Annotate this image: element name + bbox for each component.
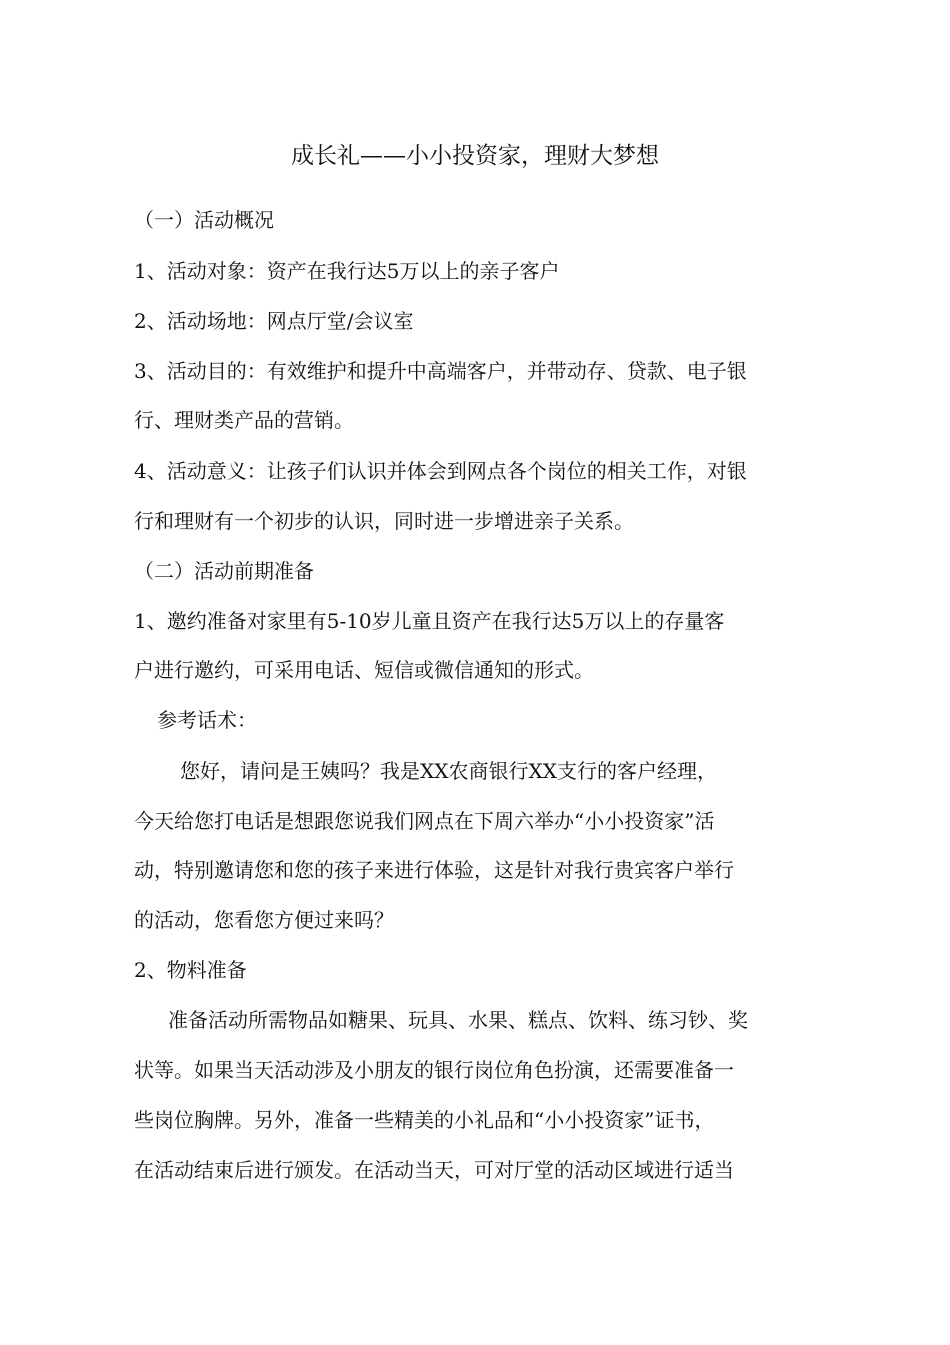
section-heading-preparation: （二）活动前期准备 bbox=[134, 559, 314, 583]
paragraph-line: 2、活动场地：网点厅堂/会议室 bbox=[134, 309, 414, 333]
paragraph-line: 行、理财类产品的营销。 bbox=[134, 408, 354, 432]
paragraph-line: 行和理财有一个初步的认识，同时进一步增进亲子关系。 bbox=[134, 509, 634, 533]
reference-script-label: 参考话术： bbox=[157, 708, 257, 732]
paragraph-line: 在活动结束后进行颁发。在活动当天，可对厅堂的活动区域进行适当 bbox=[134, 1158, 734, 1182]
paragraph-line: 准备活动所需物品如糖果、玩具、水果、糕点、饮料、练习钞、奖 bbox=[168, 1008, 748, 1032]
section-heading-overview: （一）活动概况 bbox=[134, 208, 274, 232]
paragraph-line: 状等。如果当天活动涉及小朋友的银行岗位角色扮演，还需要准备一 bbox=[134, 1058, 734, 1082]
paragraph-line: 3、活动目的：有效维护和提升中高端客户，并带动存、贷款、电子银 bbox=[134, 359, 747, 383]
paragraph-line: 您好，请问是王姨吗？我是XX农商银行XX支行的客户经理， bbox=[180, 759, 717, 783]
paragraph-line: 4、活动意义：让孩子们认识并体会到网点各个岗位的相关工作，对银 bbox=[134, 459, 747, 483]
section-heading-materials: 2、物料准备 bbox=[134, 958, 247, 982]
paragraph-line: 动，特别邀请您和您的孩子来进行体验，这是针对我行贵宾客户举行 bbox=[134, 858, 734, 882]
paragraph-line: 户进行邀约，可采用电话、短信或微信通知的形式。 bbox=[134, 658, 594, 682]
paragraph-line: 的活动，您看您方便过来吗？ bbox=[134, 908, 394, 932]
paragraph-line: 些岗位胸牌。另外，准备一些精美的小礼品和“小小投资家”证书， bbox=[134, 1108, 715, 1132]
paragraph-line: 1、邀约准备对家里有5-10岁儿童且资产在我行达5万以上的存量客 bbox=[134, 609, 725, 633]
document-title: 成长礼——小小投资家，理财大梦想 bbox=[291, 143, 659, 169]
paragraph-line: 今天给您打电话是想跟您说我们网点在下周六举办“小小投资家”活 bbox=[134, 809, 715, 833]
paragraph-line: 1、活动对象：资产在我行达5万以上的亲子客户 bbox=[134, 259, 560, 283]
